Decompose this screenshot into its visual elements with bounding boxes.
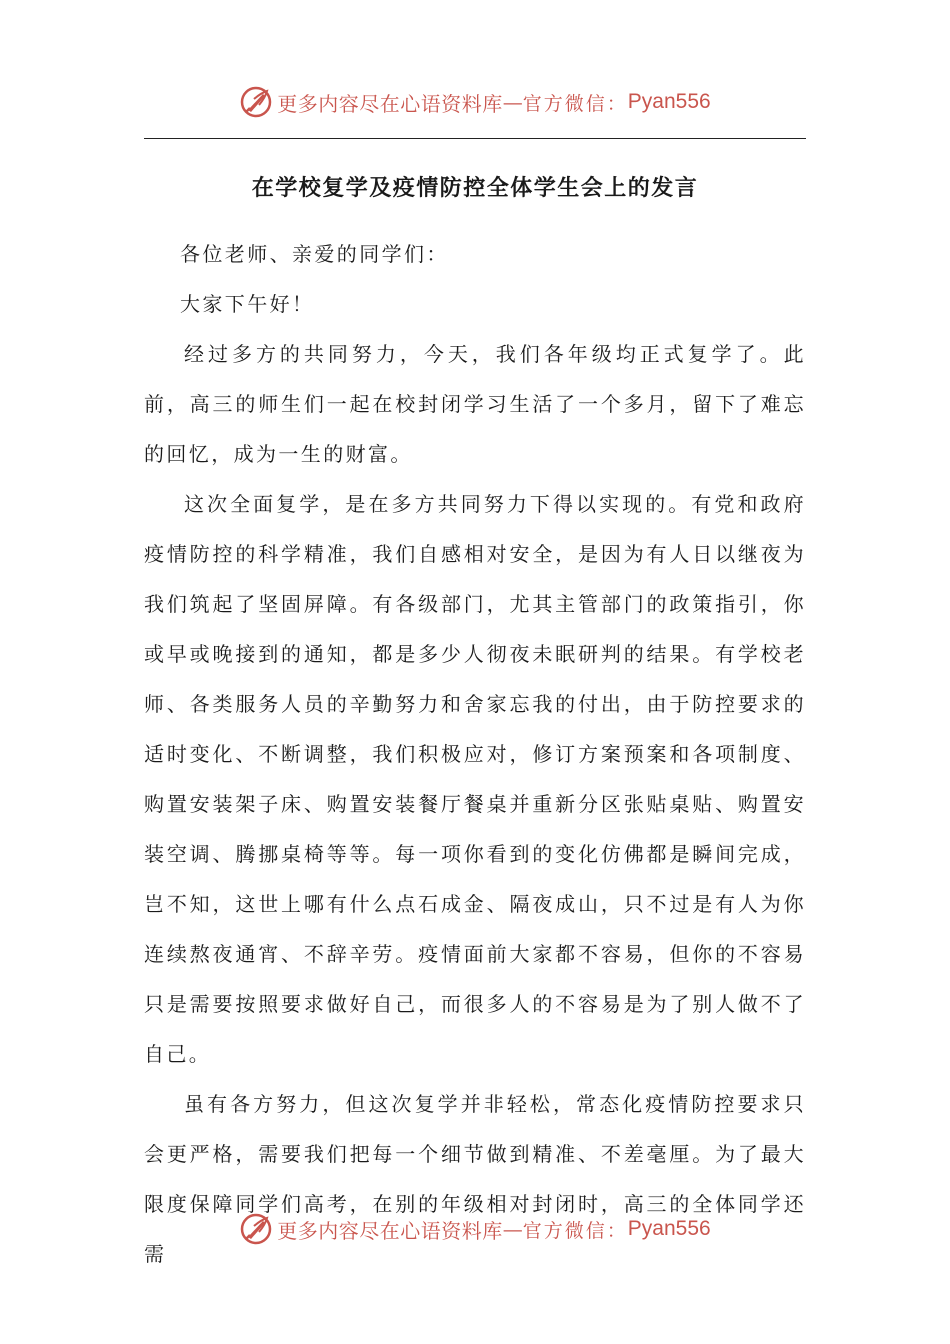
document-title: 在学校复学及疫情防控全体学生会上的发言 — [251, 176, 699, 201]
banner-separator: — — [502, 1217, 523, 1241]
feather-quill-logo-icon — [239, 1212, 273, 1246]
banner-brand-text: 更多内容尽在心语资料库 — [277, 91, 503, 116]
footer-banner — [0, 1209, 950, 1249]
paragraph: 虽有各方努力，但这次复学并非轻松，常态化疫情防控要求只会更严格，需要我们把每一个细节做到精准、不差毫厘。为了最大限度保障同学们高考，在别的年级相对封闭时，高三的全体同学还需 — [144, 1092, 806, 1266]
banner-wechat-label: 官方微信： — [522, 92, 628, 115]
paragraph-greeting: 大家下午好！ — [180, 292, 315, 316]
banner-brand-text: 更多内容尽在心语资料库 — [277, 1218, 503, 1243]
paragraph: 这次全面复学，是在多方共同努力下得以实现的。有党和政府疫情防控的科学精准，我们自感相对安全，是因为有人日以继夜为我们筑起了坚固屏障。有各级部门，尤其主管部门的政策指引，你或早或晚接到的通知，都是多少人彻夜未眠研判的结果。有学校老师、各类服务人员的辛勤努力和舍家忘我的付出，由于防控要求的适时变化、不断调整，我们积极应对，修订方案预案和各项制度、购置安装架子床、购置安装餐厅餐桌并重新分区张贴桌贴、购置安装空调、腾挪桌椅等等。每一项你看到的变化仿佛都是瞬间完成，岂不知，这世上哪有什么点石成金、隔夜成山，只不过是有人为你连续熬夜通宵、不辞辛劳。疫情面前大家都不容易，但你的不容易只是需要按照要求做好自己，而很多人的不容易是为了别人做不了自己。 — [144, 492, 806, 1066]
banner-wechat-label: 官方微信： — [522, 1219, 628, 1242]
header-divider — [144, 138, 806, 139]
paragraph-salutation: 各位老师、亲爱的同学们： — [180, 242, 449, 266]
feather-quill-logo-icon — [239, 85, 273, 119]
paragraph: 经过多方的共同努力，今天，我们各年级均正式复学了。此前，高三的师生们一起在校封闭学习生活了一个多月，留下了难忘的回忆，成为一生的财富。 — [144, 342, 806, 466]
banner-separator: — — [502, 90, 523, 114]
header-banner — [0, 82, 950, 122]
document-body — [144, 229, 806, 1279]
banner-wechat-id: Pyan556 — [627, 90, 711, 113]
banner-wechat-id: Pyan556 — [627, 1217, 711, 1240]
